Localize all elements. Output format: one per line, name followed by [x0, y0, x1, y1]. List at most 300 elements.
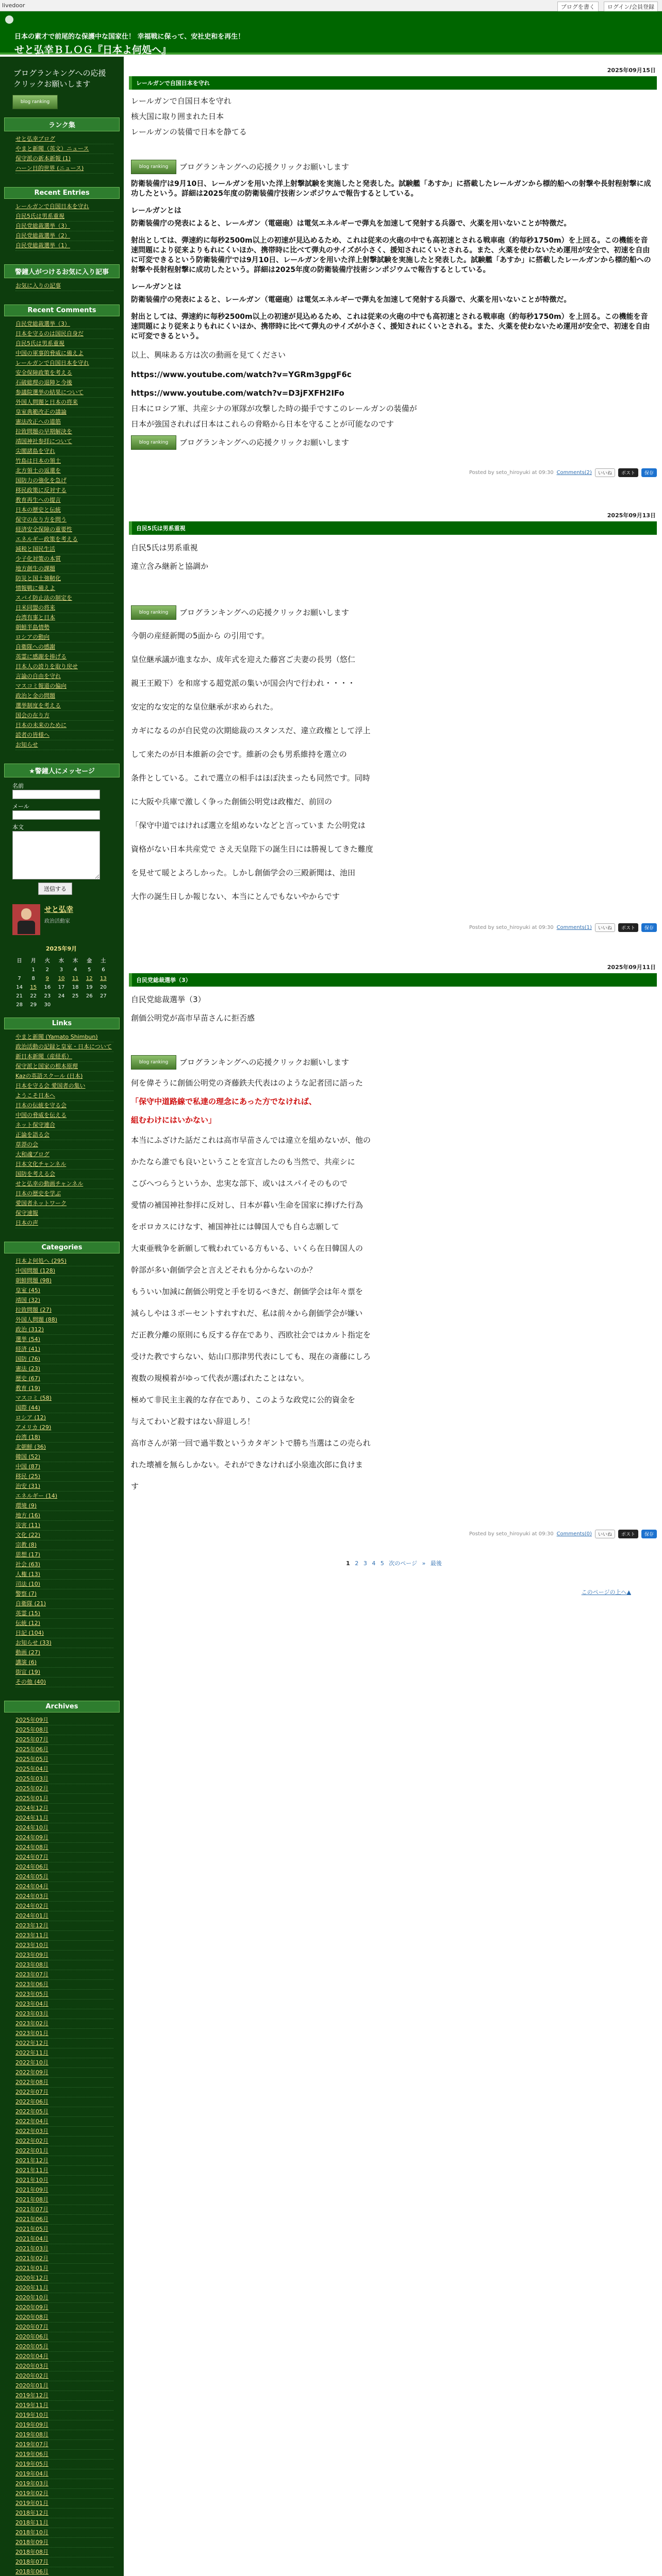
comments-link[interactable]: Comments(2) — [556, 470, 592, 476]
recent-comment-link[interactable]: 皇室典範改正の議論 — [15, 408, 113, 417]
archive-link[interactable]: 2020年08月 — [15, 2313, 113, 2323]
category-link[interactable]: 北朝鮮 (36) — [15, 1443, 113, 1452]
category-link[interactable]: 治安 (31) — [15, 1482, 113, 1492]
calendar-day: 30 — [44, 1002, 51, 1008]
post-line: 以上、興味ある方は次の動画を見てください — [131, 350, 286, 360]
recent-comment-link[interactable]: マスコミ報道の偏向 — [15, 682, 113, 691]
calendar-day — [54, 1001, 68, 1009]
recent-comment-link[interactable]: 減税と国民生活 — [15, 545, 113, 554]
category-link[interactable]: 皇室 (45) — [15, 1286, 113, 1296]
external-link[interactable]: せと弘幸の動画チャンネル — [15, 1179, 113, 1189]
calendar-day[interactable]: 11 — [72, 976, 79, 981]
recent-comment-link[interactable]: 朝鮮半島情勢 — [15, 623, 113, 633]
archive-link[interactable]: 2018年06月 — [15, 2567, 113, 2576]
archive-link[interactable]: 2025年04月 — [15, 1765, 113, 1774]
calendar-weekday: 金 — [87, 958, 92, 964]
archive-link[interactable]: 2020年09月 — [15, 2303, 113, 2313]
ranking-banner[interactable]: blog ranking — [131, 1055, 176, 1070]
blog-title[interactable]: せと弘幸ＢＬＯＧ『日本よ何処へ』 — [14, 44, 172, 56]
category-link[interactable]: 環境 (9) — [15, 1501, 113, 1511]
post-title[interactable]: 自民5氏は男系重視 — [129, 521, 657, 535]
post-body — [126, 90, 662, 450]
ranking-banner[interactable]: blog ranking — [131, 160, 176, 174]
external-link[interactable]: 愛国者ネットワーク — [15, 1199, 113, 1209]
avatar[interactable] — [12, 904, 40, 935]
category-link[interactable]: 人権 (13) — [15, 1570, 113, 1580]
post-button[interactable]: ポスト — [618, 1530, 638, 1538]
archive-link[interactable]: 2020年04月 — [15, 2352, 113, 2362]
livedoor-logo[interactable]: livedoor — [2, 2, 25, 9]
calendar-day[interactable]: 10 — [58, 976, 65, 981]
archive-link[interactable]: 2025年09月 — [15, 1716, 113, 1725]
recent-comment-link[interactable]: 少子化対策の本質 — [15, 554, 113, 564]
recent-comment-link[interactable]: 英霊に感謝を捧げる — [15, 652, 113, 662]
recent-comment-link[interactable]: 情報戦に備えよ — [15, 584, 113, 594]
category-link[interactable]: 拉致問題 (27) — [15, 1306, 113, 1315]
external-link[interactable]: 保守速報 — [15, 1209, 113, 1218]
recent-entry-link[interactable]: レールガンで自国日本を守れ — [15, 202, 113, 212]
archive-link[interactable]: 2024年02月 — [15, 1902, 113, 1911]
archive-link[interactable]: 2025年06月 — [15, 1745, 113, 1755]
category-link[interactable]: 英霊 (15) — [15, 1609, 113, 1619]
calendar-day: 7 — [18, 976, 21, 981]
archive-link[interactable]: 2024年07月 — [15, 1853, 113, 1862]
calendar-day[interactable]: 15 — [30, 985, 37, 990]
external-link[interactable]: 新日本新聞（産経系） — [15, 1052, 113, 1062]
page-current: 1 — [346, 1560, 350, 1567]
post-line: かたなら誰でも良いということを宣言したのも当然で、共産シに — [131, 1157, 355, 1166]
post-line: 資格がない日本共産党で さえ天皇陛下の誕生日には勝視してきた難度 — [131, 844, 373, 854]
recent-comment-link[interactable]: 保守の在り方を問う — [15, 515, 113, 525]
calendar-day: 1 — [31, 967, 35, 973]
archive-link[interactable]: 2022年02月 — [15, 2137, 113, 2146]
category-link[interactable]: 地方 (16) — [15, 1511, 113, 1521]
recent-comment-link[interactable]: スパイ防止法の制定を — [15, 594, 113, 603]
archive-link[interactable]: 2022年03月 — [15, 2127, 113, 2137]
archive-link[interactable]: 2021年09月 — [15, 2185, 113, 2195]
archive-link[interactable]: 2020年05月 — [15, 2342, 113, 2352]
archive-link[interactable]: 2020年10月 — [15, 2293, 113, 2303]
email-field[interactable] — [12, 810, 100, 820]
favorite-link[interactable]: お気に入りの記事 — [15, 281, 113, 291]
profile-card — [0, 899, 124, 940]
category-link[interactable]: 文化 (22) — [15, 1531, 113, 1540]
recent-comment-link[interactable]: 読者の皆様へ — [15, 731, 113, 740]
archive-link[interactable]: 2022年11月 — [15, 2048, 113, 2058]
archive-link[interactable]: 2023年11月 — [15, 1931, 113, 1941]
archive-link[interactable]: 2021年01月 — [15, 2264, 113, 2274]
pagination — [126, 1559, 662, 1567]
recent-comment-link[interactable]: 日本の歴史と伝統 — [15, 505, 113, 515]
calendar-day[interactable]: 12 — [86, 976, 93, 981]
recent-comment-link[interactable]: 北方領土の返還を — [15, 466, 113, 476]
archive-link[interactable]: 2025年02月 — [15, 1784, 113, 1794]
archive-link[interactable]: 2024年01月 — [15, 1911, 113, 1921]
page-link[interactable]: 3 — [363, 1560, 367, 1567]
recent-comment-link[interactable]: 日本を守るのは国民自身だ — [15, 329, 113, 339]
archive-link[interactable]: 2019年11月 — [15, 2401, 113, 2411]
recent-comment-link[interactable]: 中国の軍事的脅威に備えよ — [15, 349, 113, 359]
archive-link[interactable]: 2019年01月 — [15, 2499, 113, 2509]
ranking-text: ブログランキングへの応援クリックお願いします — [179, 1058, 349, 1067]
category-link[interactable]: 警察 (7) — [15, 1589, 113, 1599]
ranking-text: ブログランキングへの応援クリックお願いします — [179, 162, 349, 172]
category-link[interactable]: 韓国 (52) — [15, 1452, 113, 1462]
archive-link[interactable]: 2021年06月 — [15, 2215, 113, 2225]
ranking-banner[interactable]: blog ranking — [131, 435, 176, 450]
calendar-day: 6 — [102, 967, 105, 973]
home-icon[interactable] — [5, 15, 13, 24]
category-link[interactable]: 講演 (6) — [15, 1658, 113, 1668]
archive-link[interactable]: 2023年01月 — [15, 2029, 113, 2039]
post-date: 2025年09月13日 — [607, 512, 656, 519]
categories-heading: Categories — [4, 1242, 120, 1253]
recent-comment-link[interactable]: 言論の自由を守れ — [15, 672, 113, 682]
archive-link[interactable]: 2022年04月 — [15, 2117, 113, 2127]
calendar-day — [12, 965, 26, 974]
recent-comment-link[interactable]: 国防力の強化を急げ — [15, 476, 113, 486]
archive-link[interactable]: 2023年06月 — [15, 1980, 113, 1990]
write-blog-button[interactable]: ブログを書く — [557, 2, 599, 12]
profile-role: 政治活動家 — [44, 919, 70, 924]
category-link[interactable]: マスコミ (58) — [15, 1394, 113, 1403]
post-paragraph: 防衛装備庁の発表によると、レールガン（電磁砲）は電気エネルギーで弾丸を加速して発射する兵器で、火薬を用いないことが特徴だ。 — [131, 219, 571, 228]
category-link[interactable]: 自衛隊 (21) — [15, 1599, 113, 1609]
category-link[interactable]: 政治 (312) — [15, 1325, 113, 1335]
category-link[interactable]: 街宣 (19) — [15, 1668, 113, 1677]
recent-comment-link[interactable]: ロシアの動向 — [15, 633, 113, 642]
post-footer — [126, 923, 662, 932]
external-link[interactable]: ネット保守連合 — [15, 1121, 113, 1130]
category-link[interactable]: 動画 (27) — [15, 1648, 113, 1658]
recent-entry-link[interactable]: 自民5氏は男系重視 — [15, 212, 113, 222]
archive-link[interactable]: 2019年09月 — [15, 2420, 113, 2430]
ranking-banner[interactable]: blog ranking — [12, 95, 58, 109]
recent-entry-link[interactable]: 自民党総裁選挙（2） — [15, 231, 113, 241]
archive-link[interactable]: 2022年10月 — [15, 2058, 113, 2068]
calendar-day: 28 — [16, 1002, 23, 1008]
recent-comment-link[interactable]: 日本の未来のために — [15, 721, 113, 731]
save-button[interactable]: 保存 — [641, 468, 657, 477]
calendar-weekday: 土 — [101, 958, 106, 964]
recent-comment-link[interactable]: 防災と国土強靭化 — [15, 574, 113, 584]
category-link[interactable]: 中国問題 (128) — [15, 1266, 113, 1276]
archive-link[interactable]: 2019年04月 — [15, 2469, 113, 2479]
external-link[interactable]: 日本の歴史を学ぶ — [15, 1189, 113, 1199]
category-link[interactable]: 宗教 (8) — [15, 1540, 113, 1550]
calendar-day — [96, 1001, 110, 1009]
archive-link[interactable]: 2019年06月 — [15, 2450, 113, 2460]
ranking-link[interactable]: 保守派の新本新報 (1) — [15, 154, 113, 164]
category-link[interactable]: 伝統 (12) — [15, 1619, 113, 1629]
send-button[interactable]: 送信する — [38, 883, 72, 895]
recent-entry-link[interactable]: 自民党総裁選挙（1） — [15, 241, 113, 251]
recent-comment-link[interactable]: 教育再生への提言 — [15, 496, 113, 505]
post-line: 親王王殿下）を和席する超党派の集いが国会内で行われ・・・・ — [131, 679, 356, 688]
ranking-prompt — [131, 1055, 655, 1070]
archive-link[interactable]: 2023年02月 — [15, 2019, 113, 2029]
archive-link[interactable]: 2024年03月 — [15, 1892, 113, 1902]
external-link[interactable]: 大和魂ブログ — [15, 1150, 113, 1160]
recent-comment-link[interactable]: 外国人問題と日本の将来 — [15, 398, 113, 408]
recent-comment-link[interactable]: 自民党総裁選挙（3） — [15, 319, 113, 329]
archive-link[interactable]: 2018年11月 — [15, 2518, 113, 2528]
recent-comment-link[interactable]: 政治と金の問題 — [15, 691, 113, 701]
like-button[interactable]: いいね — [595, 1530, 615, 1538]
post-line: 本当にふざけた話だこれは高市早苗さんでは違立を組めないが、他の — [131, 1136, 371, 1145]
category-link[interactable]: 国際 (44) — [15, 1403, 113, 1413]
like-button[interactable]: いいね — [595, 468, 615, 477]
last-page-link[interactable]: 最後 — [430, 1560, 442, 1567]
archive-link[interactable]: 2022年01月 — [15, 2146, 113, 2156]
archive-link[interactable]: 2021年11月 — [15, 2166, 113, 2176]
archive-link[interactable]: 2020年07月 — [15, 2323, 113, 2332]
ranking-banner[interactable]: blog ranking — [131, 605, 176, 620]
archive-link[interactable]: 2018年09月 — [15, 2538, 113, 2548]
external-link[interactable]: 日本の伝統を守る会 — [15, 1101, 113, 1111]
archive-link[interactable]: 2022年05月 — [15, 2107, 113, 2117]
archive-link[interactable]: 2021年02月 — [15, 2254, 113, 2264]
archive-link[interactable]: 2024年05月 — [15, 1872, 113, 1882]
archive-link[interactable]: 2019年08月 — [15, 2430, 113, 2440]
login-button[interactable]: ログイン/会員登録 — [604, 2, 658, 12]
archive-link[interactable]: 2023年04月 — [15, 1999, 113, 2009]
archive-link[interactable]: 2025年07月 — [15, 1735, 113, 1745]
post-line: 日本が強国されれば日本はこれらの脅略から日本を守ることが可能なのです — [131, 419, 394, 429]
post-body — [126, 535, 662, 907]
quote-line: 「保守中道路線で私達の理念にあった方でなければ、 — [131, 1097, 317, 1106]
category-link[interactable]: 中国 (87) — [15, 1462, 113, 1472]
sidebar — [0, 57, 124, 2576]
external-link[interactable]: 国防を考える会 — [15, 1170, 113, 1179]
archive-link[interactable]: 2023年08月 — [15, 1960, 113, 1970]
archive-link[interactable]: 2021年08月 — [15, 2195, 113, 2205]
archive-link[interactable]: 2018年07月 — [15, 2557, 113, 2567]
archive-link[interactable]: 2021年07月 — [15, 2205, 113, 2215]
profile-name[interactable]: せと弘幸 — [44, 906, 73, 914]
archive-link[interactable]: 2023年12月 — [15, 1921, 113, 1931]
recent-comment-link[interactable]: レールガンで自国日本を守れ — [15, 359, 113, 368]
post-footer — [126, 468, 662, 477]
recent-comment-link[interactable]: エネルギー政策を考える — [15, 535, 113, 545]
calendar-day[interactable]: 9 — [45, 976, 49, 981]
archive-link[interactable]: 2021年10月 — [15, 2176, 113, 2185]
calendar-day: 24 — [58, 993, 65, 999]
external-link[interactable]: やまと新聞 (Yamato Shimbun) — [15, 1032, 113, 1042]
recent-comment-link[interactable]: 参議院選挙の結果について — [15, 388, 113, 398]
post-line: 減らしやは３ポーセントすれすれだ、私は前々から創価学会が嫌い — [131, 1309, 363, 1318]
recent-comment-link[interactable]: 尖閣諸島を守れ — [15, 447, 113, 456]
recent-comment-link[interactable]: お知らせ — [15, 740, 113, 750]
recent-comment-link[interactable]: 台湾有事と日本 — [15, 613, 113, 623]
recent-comment-link[interactable]: 靖国神社参拝について — [15, 437, 113, 447]
archive-link[interactable]: 2025年08月 — [15, 1725, 113, 1735]
archive-link[interactable]: 2022年07月 — [15, 2088, 113, 2097]
archive-link[interactable]: 2021年03月 — [15, 2244, 113, 2254]
calendar-title: 2025年9月 — [45, 945, 77, 952]
post-line: す — [131, 1482, 139, 1491]
category-link[interactable]: 選挙 (54) — [15, 1335, 113, 1345]
category-link[interactable]: 社会 (63) — [15, 1560, 113, 1570]
category-link[interactable]: 歴史 (67) — [15, 1374, 113, 1384]
post-button[interactable]: ポスト — [618, 923, 638, 932]
archive-link[interactable]: 2019年10月 — [15, 2411, 113, 2420]
post-paragraph: 射出としては、弾速約に毎秒2500m以上の初速が見込めるため、これは従来の火砲の中でも高初速とされる戦車砲（約毎秒1750m）を上回る。この機能を音速問題により従来よりもれにくいほか、携帯時に比べて弾丸のサイズが小さく、援知されにくいとされる。また、火薬を使わないため運用が安全で、初速を自由に可変できるという。 — [131, 313, 650, 341]
archive-link[interactable]: 2025年05月 — [15, 1755, 113, 1765]
external-link[interactable]: 日本文化チャンネル — [15, 1160, 113, 1170]
ranking-link[interactable]: せと弘幸ブログ — [15, 134, 113, 144]
post-line: れた壊補を無らしかない。それができなければ小泉進次郎に負けま — [131, 1460, 363, 1469]
archive-link[interactable]: 2022年09月 — [15, 2068, 113, 2078]
recent-comment-link[interactable]: 拉致問題の早期解決を — [15, 427, 113, 437]
category-link[interactable]: 思想 (17) — [15, 1550, 113, 1560]
external-link[interactable]: 日本を守る会 愛国者の集い — [15, 1081, 113, 1091]
recent-comment-link[interactable]: 憲法改正への道筋 — [15, 417, 113, 427]
message-textarea[interactable] — [12, 831, 100, 879]
archive-link[interactable]: 2020年12月 — [15, 2274, 113, 2283]
archive-link[interactable]: 2024年09月 — [15, 1833, 113, 1843]
category-link[interactable]: 朝鮮問題 (98) — [15, 1276, 113, 1286]
post-line: 核大国に取り囲まれた日本 — [131, 112, 224, 121]
archive-link[interactable]: 2020年03月 — [15, 2362, 113, 2371]
category-link[interactable]: 外国人問題 (88) — [15, 1315, 113, 1325]
archive-link[interactable]: 2024年08月 — [15, 1843, 113, 1853]
archive-link[interactable]: 2018年10月 — [15, 2528, 113, 2538]
external-link[interactable]: ようこそ日本へ — [15, 1091, 113, 1101]
archive-link[interactable]: 2019年05月 — [15, 2460, 113, 2469]
category-link[interactable]: ロシア (12) — [15, 1413, 113, 1423]
save-button[interactable]: 保存 — [641, 923, 657, 932]
like-button[interactable]: いいね — [595, 923, 615, 932]
category-link[interactable]: エネルギー (14) — [15, 1492, 113, 1501]
page-link[interactable]: 2 — [355, 1560, 359, 1567]
recent-comment-link[interactable]: 安全保障政策を考える — [15, 368, 113, 378]
post-line: 大東亜戦争を新願して戦われている方もいる、いくら在日韓国人の — [131, 1244, 363, 1253]
archive-link[interactable]: 2019年12月 — [15, 2391, 113, 2401]
archive-link[interactable]: 2018年12月 — [15, 2509, 113, 2518]
recent-comment-link[interactable]: 石破総理の退陣と今後 — [15, 378, 113, 388]
archive-link[interactable]: 2024年11月 — [15, 1814, 113, 1823]
archive-link[interactable]: 2025年01月 — [15, 1794, 113, 1804]
video-link[interactable]: https://www.youtube.com/watch?v=YGRm3gpgF6c — [131, 370, 352, 379]
calendar-day: 8 — [31, 976, 35, 981]
external-link[interactable]: 保守派と国家の根本原理 — [15, 1062, 113, 1072]
recent-comment-link[interactable]: 日本人の誇りを取り戻せ — [15, 662, 113, 672]
archive-link[interactable]: 2023年03月 — [15, 2009, 113, 2019]
external-link[interactable]: 日本の声 — [15, 1218, 113, 1228]
post-title[interactable]: 自民党総裁選挙（3） — [129, 973, 657, 987]
category-link[interactable]: その他 (40) — [15, 1677, 113, 1687]
category-link[interactable]: 日記 (104) — [15, 1629, 113, 1638]
category-link[interactable]: 憲法 (23) — [15, 1364, 113, 1374]
calendar-day[interactable]: 13 — [100, 976, 107, 981]
recent-comment-link[interactable]: 国会の在り方 — [15, 711, 113, 721]
archive-link[interactable]: 2022年12月 — [15, 2039, 113, 2048]
archive-link[interactable]: 2024年10月 — [15, 1823, 113, 1833]
archive-link[interactable]: 2023年05月 — [15, 1990, 113, 1999]
post-button[interactable]: ポスト — [618, 468, 638, 477]
archive-link[interactable]: 2020年06月 — [15, 2332, 113, 2342]
save-button[interactable]: 保存 — [641, 1530, 657, 1538]
ranking-link[interactable]: やまと新聞（英文）ニュース — [15, 144, 113, 154]
comments-link[interactable]: Comments(0) — [556, 1531, 592, 1537]
category-link[interactable]: 教育 (19) — [15, 1384, 113, 1394]
post-line: 自民5氏は男系重視 — [131, 543, 198, 552]
post-title[interactable]: レールガンで自国日本を守れ — [129, 76, 657, 90]
recent-comment-link[interactable]: 経済安全保障の重要性 — [15, 525, 113, 535]
archive-link[interactable]: 2021年05月 — [15, 2225, 113, 2234]
archive-link[interactable]: 2019年02月 — [15, 2489, 113, 2499]
archive-link[interactable]: 2019年03月 — [15, 2479, 113, 2489]
archive-link[interactable]: 2022年08月 — [15, 2078, 113, 2088]
category-link[interactable]: 台湾 (18) — [15, 1433, 113, 1443]
archive-link[interactable]: 2024年06月 — [15, 1862, 113, 1872]
category-link[interactable]: 司法 (10) — [15, 1580, 113, 1589]
category-link[interactable]: アメリカ (29) — [15, 1423, 113, 1433]
post-line: 高市さんが第一回で過半数というカタギントで勝ち当選はこの売られ — [131, 1438, 371, 1448]
recent-comment-link[interactable]: 地方創生の課題 — [15, 564, 113, 574]
category-link[interactable]: 国防 (76) — [15, 1354, 113, 1364]
archive-link[interactable]: 2020年11月 — [15, 2283, 113, 2293]
category-link[interactable]: 移民 (25) — [15, 1472, 113, 1482]
archive-link[interactable]: 2022年06月 — [15, 2097, 113, 2107]
archive-link[interactable]: 2019年07月 — [15, 2440, 113, 2450]
external-link[interactable]: 草莽の会 — [15, 1140, 113, 1150]
category-link[interactable]: お知らせ (33) — [15, 1638, 113, 1648]
category-link[interactable]: 日本よ何処へ (295) — [15, 1257, 113, 1266]
archive-link[interactable]: 2025年03月 — [15, 1774, 113, 1784]
recent-comment-link[interactable]: 竹島は日本の領土 — [15, 456, 113, 466]
page-link[interactable]: 5 — [380, 1560, 384, 1567]
external-link[interactable]: 政治活動の記録と皇室・日本について — [15, 1042, 113, 1052]
ranking-text: ブログランキングへの応援クリックお願いします — [179, 608, 349, 617]
post-meta: Posted by seto_hiroyuki at 09:30 — [469, 925, 554, 930]
recent-comment-link[interactable]: 選挙制度を考える — [15, 701, 113, 711]
archive-link[interactable]: 2024年04月 — [15, 1882, 113, 1892]
recent-entry-link[interactable]: 自民党総裁選挙（3） — [15, 222, 113, 231]
archive-link[interactable]: 2021年04月 — [15, 2234, 113, 2244]
archive-link[interactable]: 2018年08月 — [15, 2548, 113, 2557]
recent-comment-link[interactable]: 移民政策に反対する — [15, 486, 113, 496]
recent-comment-link[interactable]: 日米同盟の将来 — [15, 603, 113, 613]
next-page-link[interactable]: 次のページ » — [389, 1560, 426, 1567]
archive-link[interactable]: 2023年10月 — [15, 1941, 113, 1951]
category-link[interactable]: 経済 (41) — [15, 1345, 113, 1354]
archive-link[interactable]: 2023年07月 — [15, 1970, 113, 1980]
category-link[interactable]: 靖国 (32) — [15, 1296, 113, 1306]
post-line: 何を偉そうに創価公明党の斉藤鉄夫代表はのような記者団に語った — [131, 1078, 363, 1088]
archive-link[interactable]: 2021年12月 — [15, 2156, 113, 2166]
back-to-top-link[interactable]: このページの上へ▲ — [581, 1589, 631, 1596]
archive-link[interactable]: 2020年01月 — [15, 2381, 113, 2391]
name-field[interactable] — [12, 790, 100, 799]
calendar-weekday: 木 — [73, 958, 78, 964]
calendar-day: 16 — [44, 985, 51, 990]
external-link[interactable]: 正論を語る会 — [15, 1130, 113, 1140]
video-link[interactable]: https://www.youtube.com/watch?v=D3jFXFH2IFo — [131, 388, 344, 398]
archive-link[interactable]: 2023年09月 — [15, 1951, 113, 1960]
external-link[interactable]: Kazの英語スクール (日本) — [15, 1072, 113, 1081]
page-link[interactable]: 4 — [372, 1560, 376, 1567]
archive-link[interactable]: 2024年12月 — [15, 1804, 113, 1814]
ranking-link[interactable]: ハーン日的世界 (ニュース) — [15, 164, 113, 174]
category-link[interactable]: 災害 (11) — [15, 1521, 113, 1531]
archive-link[interactable]: 2020年02月 — [15, 2371, 113, 2381]
comments-link[interactable]: Comments(1) — [556, 925, 592, 930]
recent-comment-link[interactable]: 自衛隊への感謝 — [15, 642, 113, 652]
recent-comment-link[interactable]: 自民5氏は男系重視 — [15, 339, 113, 349]
external-link[interactable]: 中国の脅威を伝える — [15, 1111, 113, 1121]
